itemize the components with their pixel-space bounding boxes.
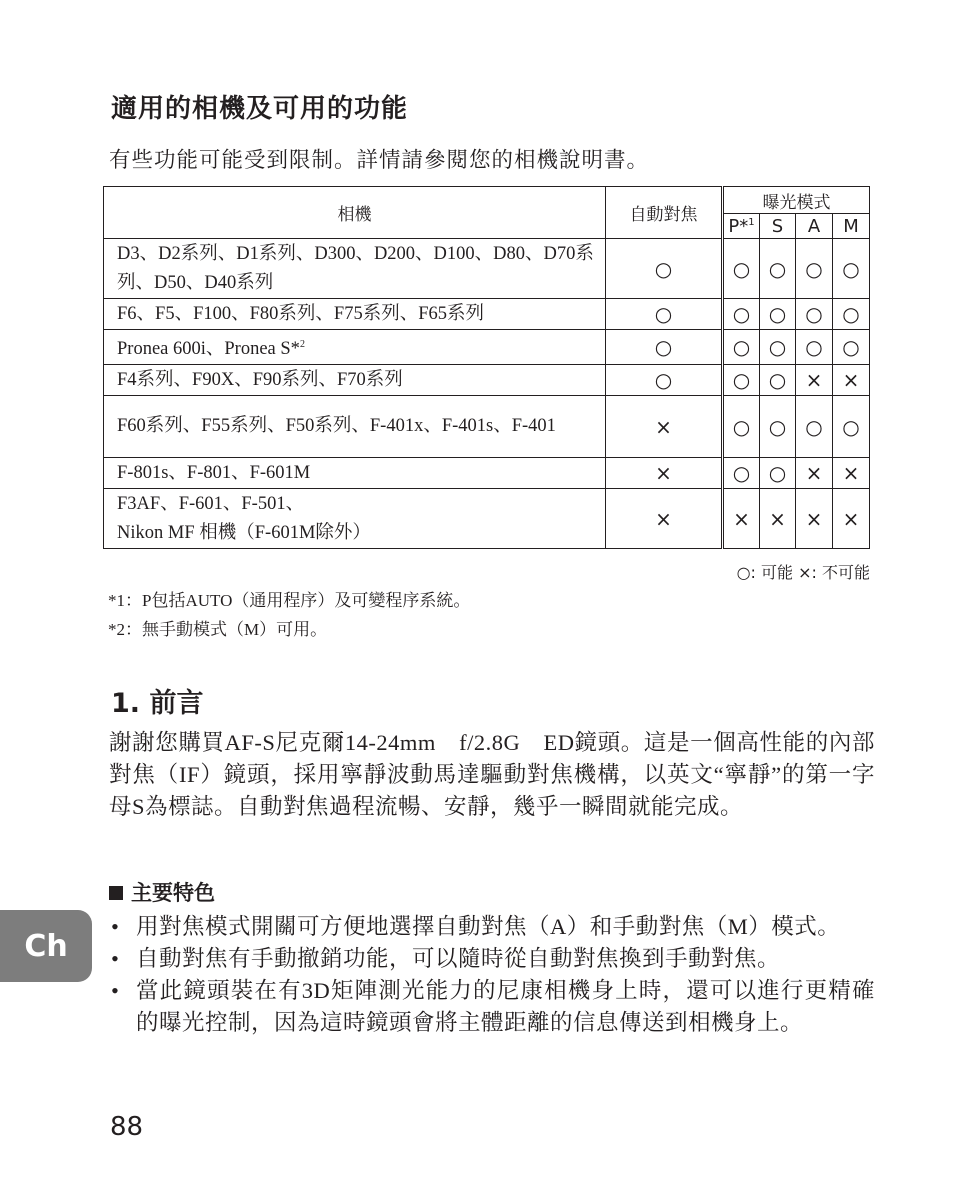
- mode-a-cell: ○: [796, 299, 833, 330]
- camera-cell: D3、D2系列、D1系列、D300、D200、D100、D80、D70系列、D50、D40系列: [104, 239, 606, 299]
- page-number: 88: [110, 1112, 144, 1142]
- mode-s-cell: ×: [760, 489, 796, 549]
- mode-m-cell: ○: [833, 299, 870, 330]
- af-cell: ×: [606, 396, 723, 458]
- language-tab: Ch: [0, 910, 92, 982]
- header-mode-m: M: [833, 214, 870, 239]
- af-cell: ×: [606, 458, 723, 489]
- mode-s-cell: ○: [760, 365, 796, 396]
- mode-p-cell: ×: [723, 489, 760, 549]
- header-mode-p: P*$^1$: [723, 214, 760, 239]
- mode-m-cell: ×: [833, 489, 870, 549]
- features-heading: 主要特色: [109, 877, 215, 907]
- table-row: [104, 489, 870, 549]
- features-list: [109, 911, 875, 1039]
- mode-m-cell: ×: [833, 458, 870, 489]
- af-cell: ×: [606, 489, 723, 549]
- af-cell: ○: [606, 365, 723, 396]
- mode-a-cell: ×: [796, 458, 833, 489]
- header-exposure-mode: 曝光模式: [723, 187, 870, 214]
- square-bullet-icon: [109, 886, 123, 900]
- camera-cell: F4系列、F90X、F90系列、F70系列: [104, 365, 606, 396]
- header-camera: 相機: [104, 187, 606, 239]
- camera-cell: F-801s、F-801、F-601M: [104, 458, 606, 489]
- table-row: [104, 330, 870, 365]
- mode-a-cell: ○: [796, 330, 833, 365]
- list-item: • 用對焦模式開關可方便地選擇自動對焦（A）和手動對焦（M）模式。: [109, 911, 875, 943]
- header-mode-a: A: [796, 214, 833, 239]
- table-row: [104, 396, 870, 458]
- header-mode-s: S: [760, 214, 796, 239]
- mode-p-cell: ○: [723, 458, 760, 489]
- camera-cell: F6、F5、F100、F80系列、F75系列、F65系列: [104, 299, 606, 330]
- mode-m-cell: ×: [833, 365, 870, 396]
- mode-p-cell: ○: [723, 239, 760, 299]
- table-legend: ○: 可能 ×: 不可能: [736, 563, 870, 582]
- list-item: • 當此鏡頭裝在有3D矩陣測光能力的尼康相機身上時，還可以進行更精確的曝光控制，因為這時鏡頭會將主體距離的信息傳送到相機身上。: [109, 975, 875, 1039]
- bullet-icon: •: [111, 946, 120, 971]
- mode-m-cell: ○: [833, 330, 870, 365]
- list-item: • 自動對焦有手動撤銷功能，可以隨時從自動對焦換到手動對焦。: [109, 943, 875, 975]
- introduction-paragraph: 謝謝您購買AF-S尼克爾14-24mm f/2.8G ED鏡頭。這是一個高性能的內部對焦（IF）鏡頭，採用寧靜波動馬達驅動對焦機構，以英文“寧靜”的第一字母S為標誌。自動對焦過程流暢、安靜，幾乎一瞬間就能完成。: [109, 730, 875, 819]
- mode-p-cell: ○: [723, 396, 760, 458]
- af-cell: ○: [606, 299, 723, 330]
- compatibility-table: [103, 186, 870, 549]
- bullet-icon: •: [111, 914, 120, 939]
- footnote-1: *1：P包括AUTO（通用程序）及可變程序系統。: [108, 591, 471, 610]
- camera-cell: Pronea 600i、Pronea S*$^2$: [104, 330, 606, 365]
- table-row: [104, 458, 870, 489]
- mode-s-cell: ○: [760, 299, 796, 330]
- mode-s-cell: ○: [760, 458, 796, 489]
- table-row: [104, 299, 870, 330]
- bullet-icon: •: [111, 978, 120, 1003]
- table-row: [104, 365, 870, 396]
- mode-a-cell: ○: [796, 396, 833, 458]
- mode-s-cell: ○: [760, 239, 796, 299]
- header-autofocus: 自動對焦: [606, 187, 723, 239]
- compatibility-intro: 有些功能可能受到限制。詳情請參閱您的相機說明書。: [109, 148, 650, 172]
- mode-a-cell: ○: [796, 239, 833, 299]
- af-cell: ○: [606, 239, 723, 299]
- mode-m-cell: ○: [833, 239, 870, 299]
- section-title-introduction: 1. 前言: [111, 688, 204, 719]
- camera-cell: F3AF、F-601、F-501、 Nikon MF 相機（F-601M除外）: [104, 489, 606, 549]
- af-cell: ○: [606, 330, 723, 365]
- camera-cell: F60系列、F55系列、F50系列、F-401x、F-401s、F-401: [104, 396, 606, 458]
- mode-m-cell: ○: [833, 396, 870, 458]
- mode-a-cell: ×: [796, 365, 833, 396]
- mode-p-cell: ○: [723, 299, 760, 330]
- mode-p-cell: ○: [723, 365, 760, 396]
- footnote-2: *2：無手動模式（M）可用。: [108, 620, 328, 639]
- mode-a-cell: ×: [796, 489, 833, 549]
- section-title-compatibility: 適用的相機及可用的功能: [111, 94, 409, 124]
- mode-p-cell: ○: [723, 330, 760, 365]
- mode-s-cell: ○: [760, 330, 796, 365]
- table-row: [104, 239, 870, 299]
- mode-s-cell: ○: [760, 396, 796, 458]
